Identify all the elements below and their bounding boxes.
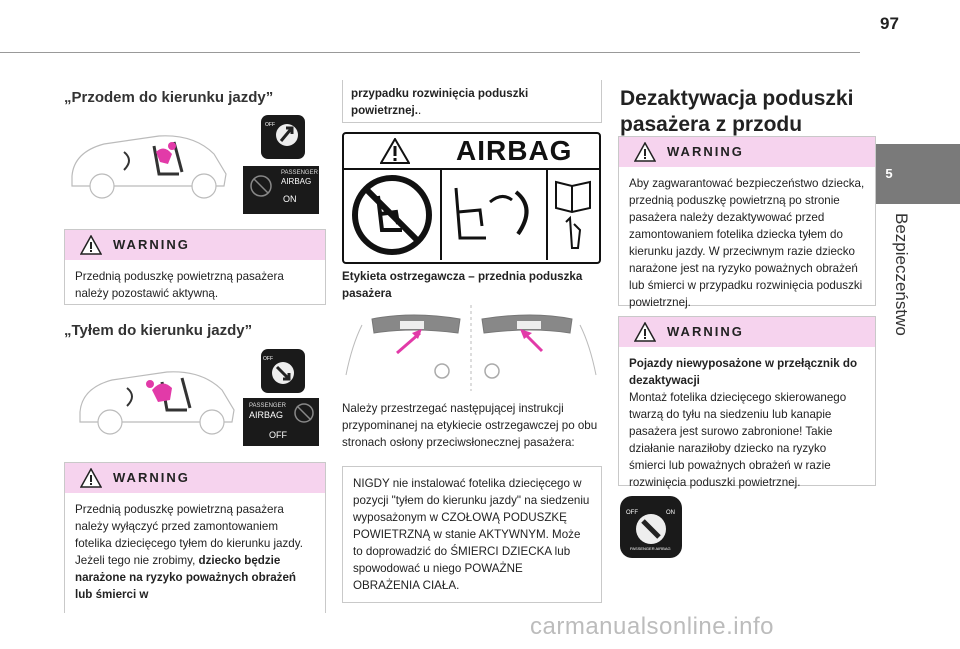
label-divider (546, 170, 548, 260)
panel-passenger-text: PASSENGER (281, 170, 318, 176)
svg-text:OFF: OFF (263, 356, 273, 362)
airbag-off-symbol-icon (293, 402, 315, 424)
warning-triangle-icon (634, 142, 656, 162)
section-title (620, 86, 860, 138)
svg-text:OFF: OFF (265, 122, 275, 128)
warning-box-3 (618, 136, 876, 309)
airbag-deploy-icon (446, 178, 542, 252)
airbag-off-symbol-icon (249, 174, 273, 198)
switch-off-text: OFF (626, 510, 638, 516)
panel-airbag-text: AIRBAG (281, 177, 312, 186)
warning-triangle-icon (80, 468, 102, 488)
warning-text: Przednią poduszkę powietrzną pasażera należy pozostawić aktywną. (75, 270, 284, 300)
prohibited-rear-seat-icon (350, 174, 434, 256)
continued-box (342, 80, 602, 123)
warning-box-1 (64, 229, 326, 305)
airbag-indicator-off-panel (243, 398, 319, 446)
airbag-switch-on-icon (260, 114, 306, 160)
header-rule (0, 52, 860, 53)
forward-heading: „Przodem do kierunku jazdy” (64, 89, 274, 106)
warning-triangle-icon (380, 138, 410, 164)
panel-airbag-text: AIRBAG (249, 410, 284, 420)
switch-knob-icon (634, 512, 668, 546)
instruction-text: Należy przestrzegać następującej instrukcji przypominanej na etykiecie ostrzegawczej po obu stronach osłony przeciwsłonecznej pasażera: (342, 402, 598, 449)
warning-label: WARNING (113, 237, 190, 252)
section-title-line2: pasażera z przodu (620, 113, 803, 136)
warning-header (65, 230, 325, 260)
notice-box: NIGDY nie instalować fotelika dziecięcego w pozycji "tyłem do kierunku jazdy" na siedzeniu wyposażonym w CZOŁOWĄ PODUSZKĘ POWIETRZNĄ w stanie AKTYWNYM. Może to doprowadzić do ŚMIERCI DZIECKA lub spowodować u niego POWAŻNE OBRAŻENIA CIAŁA. (342, 466, 602, 603)
airbag-switch-off-icon (260, 348, 306, 394)
label-divider (440, 170, 442, 260)
warning-bold-text: Pojazdy niewyposażone w przełącznik do dezaktywacji (629, 357, 858, 387)
switch-on-text: ON (666, 510, 675, 516)
warning-header (619, 317, 875, 347)
warning-triangle-icon (634, 322, 656, 342)
car-rearward-seat-illustration (72, 360, 242, 440)
warning-bold-text: dziecko będzie narażone na ryzyko poważnych obrażeń lub śmierci w (75, 554, 296, 601)
airbag-warning-label (342, 132, 601, 264)
warning-text: Aby zagwarantować bezpieczeństwo dziecka, przednią poduszkę powietrzną po stronie pasażera należy dezaktywować przed zamontowaniem fotelika dziecka tyłem do kierunku jazdy. W przeciwnym razie dziecko narażone jest na ryzyko poważnych obrażeń lub śmierci w przypadku rozwinięcia poduszki powietrznej. (629, 177, 865, 309)
sun-visor-label-illustration (342, 305, 600, 391)
section-title-line1: Dezaktywacja poduszki (620, 87, 854, 110)
chapter-title: Bezpieczeństwo (892, 213, 911, 336)
warning-header (619, 137, 875, 167)
car-forward-seat-illustration (64, 124, 234, 204)
warning-box-4 (618, 316, 876, 489)
warning-text (619, 347, 875, 499)
page-number: 97 (880, 14, 899, 33)
airbag-switch-icon (620, 496, 682, 558)
panel-state-text: OFF (269, 430, 287, 440)
airbag-label-text: AIRBAG (456, 135, 573, 166)
chapter-number: 5 (885, 166, 893, 181)
warning-box-2 (64, 462, 326, 613)
label-caption: Etykieta ostrzegawcza – przednia poduszka pasażera (342, 270, 583, 300)
warning-normal-text: Montaż fotelika dziecięcego skierowanego twarzą do tyłu na siedzeniu lub kanapie pasażera jest surowo zabronione! Takie działanie naraziłoby dziecko na ryzyko śmierci lub poważnych obrażeń w razie rozwinięcia poduszki powietrznej. (629, 391, 847, 489)
airbag-indicator-on-panel (243, 166, 319, 214)
panel-passenger-text: PASSENGER (249, 403, 286, 409)
watermark: carmanualsonline.info (530, 613, 774, 640)
continued-text: przypadku rozwinięcia poduszki powietrznej.. (351, 87, 529, 117)
warning-text (65, 493, 325, 611)
warning-header (65, 463, 325, 493)
panel-state-text: ON (283, 194, 297, 204)
warning-normal-text: Przednią poduszkę powietrzną pasażera należy wyłączyć przed zamontowaniem fotelika dziecięcego tyłem do kierunku jazdy. Jeżeli tego nie zrobimy, (75, 503, 303, 567)
manual-book-icon (554, 178, 592, 252)
warning-label: WARNING (667, 324, 744, 339)
warning-label: WARNING (113, 470, 190, 485)
warning-triangle-icon (80, 235, 102, 255)
warning-label: WARNING (667, 144, 744, 159)
switch-ring-text: PASSENGER AIRBAG (630, 546, 671, 551)
rear-heading: „Tyłem do kierunku jazdy” (64, 322, 253, 339)
label-header (344, 134, 599, 170)
